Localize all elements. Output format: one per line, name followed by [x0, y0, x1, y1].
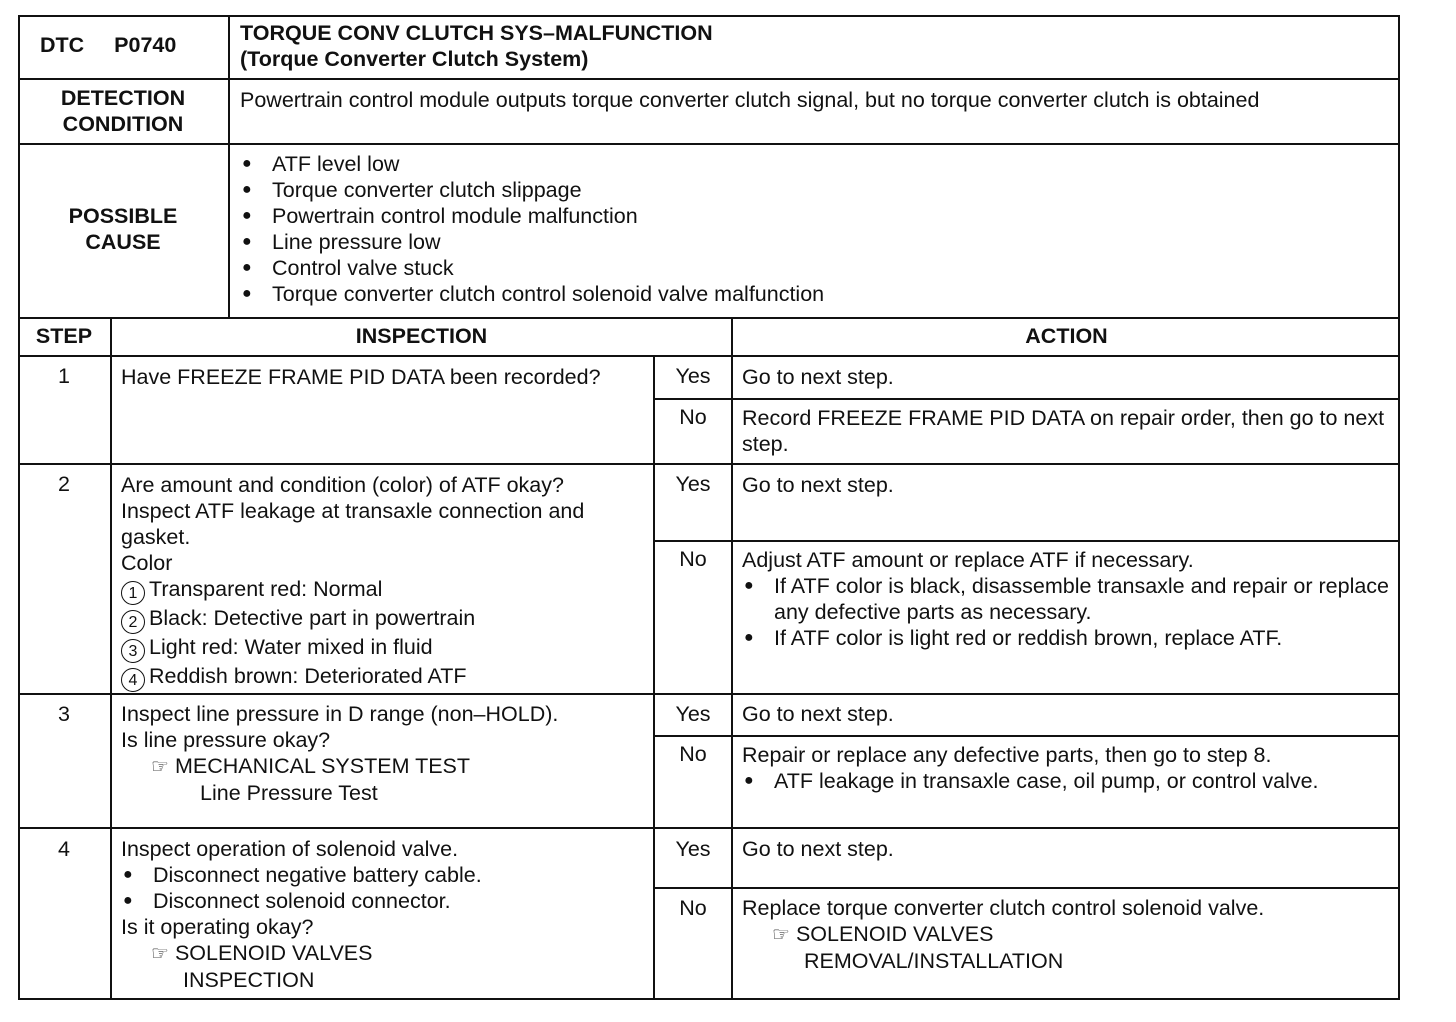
no-label: No: [679, 547, 707, 571]
yes-label: Yes: [675, 837, 711, 861]
step-2-yes-action: Go to next step.: [742, 473, 894, 497]
list-item: ● Torque converter clutch slippage: [240, 177, 1380, 203]
dtc-label: DTC: [40, 33, 85, 57]
list-item: ● Control valve stuck: [240, 255, 1380, 281]
color-item: 1 Transparent red: Normal: [121, 576, 641, 605]
dtc-title: [240, 20, 1390, 72]
pointing-hand-icon: ☞: [772, 924, 790, 946]
list-item: ● Powertrain control module malfunction: [240, 203, 1380, 229]
color-item: 3 Light red: Water mixed in fluid: [121, 634, 641, 663]
list-item: ● ATF leakage in transaxle case, oil pump, or control valve.: [742, 768, 1392, 794]
column-header-action: ACTION: [1025, 324, 1108, 348]
reference-link[interactable]: ☞ SOLENOID VALVES: [772, 922, 994, 946]
step-1-no-action: Record FREEZE FRAME PID DATA on repair order, then go to next step.: [742, 406, 1385, 456]
step-2-no-action: Adjust ATF amount or replace ATF if necessary. ● If ATF color is black, disassemble transaxle and repair or replace any defective parts as necessary. ● If ATF color is light red or reddish brown, replace ATF.: [742, 547, 1392, 651]
list-item: ● ATF level low: [240, 151, 1380, 177]
pointing-hand-icon: ☞: [151, 943, 169, 965]
no-label: No: [679, 405, 707, 429]
possible-cause-list: [240, 151, 1380, 307]
yes-label: Yes: [675, 702, 711, 726]
reference-subtitle: REMOVAL/INSTALLATION: [804, 949, 1064, 973]
column-header-step: STEP: [35, 324, 93, 348]
reference-link[interactable]: ☞ MECHANICAL SYSTEM TEST: [151, 754, 471, 778]
step-3-yes-action: Go to next step.: [742, 702, 894, 726]
step-3-inspection: Inspect line pressure in D range (non–HOLD). Is line pressure okay? ☞ MECHANICAL SYSTEM TEST Line Pressure Test: [121, 701, 651, 806]
step-number: 3: [58, 702, 70, 726]
no-label: No: [679, 896, 707, 920]
step-1-inspection: Have FREEZE FRAME PID DATA been recorded?: [121, 365, 601, 389]
pointing-hand-icon: ☞: [151, 756, 169, 778]
title-line-2: (Torque Converter Clutch System): [240, 47, 589, 71]
list-item: ● Disconnect negative battery cable.: [121, 862, 651, 888]
step-4-no-action: Replace torque converter clutch control solenoid valve. ☞ SOLENOID VALVES REMOVAL/INSTALLATION: [742, 895, 1392, 974]
dtc-code: P0740: [114, 33, 177, 57]
column-header-inspection: INSPECTION: [355, 324, 488, 348]
step-number: 2: [58, 472, 70, 496]
detection-text: Powertrain control module outputs torque converter clutch signal, but no torque converter clutch is obtained: [240, 88, 1260, 112]
list-item: ● If ATF color is black, disassemble transaxle and repair or replace any defective parts as necessary.: [742, 573, 1392, 625]
reference-link[interactable]: ☞ SOLENOID VALVES: [151, 941, 373, 965]
dtc-label-cell: [40, 32, 220, 58]
possible-cause-label: POSSIBLE CAUSE: [68, 204, 178, 254]
no-label: No: [679, 742, 707, 766]
step-1-yes-action: Go to next step.: [742, 365, 894, 389]
list-item: ● If ATF color is light red or reddish brown, replace ATF.: [742, 625, 1392, 651]
step-number: 4: [58, 837, 70, 861]
detection-label: DETECTION CONDITION: [60, 86, 186, 136]
list-item: ● Line pressure low: [240, 229, 1380, 255]
step-4-inspection: Inspect operation of solenoid valve. ● Disconnect negative battery cable. ● Disconnect solenoid connector. Is it operating okay? ☞ SOLENOID VALVES INSPECTION: [121, 836, 651, 993]
dtc-sheet: [18, 15, 1400, 1000]
reference-subtitle: Line Pressure Test: [200, 781, 378, 805]
yes-label: Yes: [675, 364, 711, 388]
step-3-no-action: Repair or replace any defective parts, then go to step 8. ● ATF leakage in transaxle case, oil pump, or control valve.: [742, 742, 1392, 794]
color-item: 4 Reddish brown: Deteriorated ATF: [121, 663, 641, 692]
reference-subtitle: INSPECTION: [183, 968, 315, 992]
color-item: 2 Black: Detective part in powertrain: [121, 605, 641, 634]
yes-label: Yes: [675, 472, 711, 496]
list-item: ● Disconnect solenoid connector.: [121, 888, 651, 914]
step-4-yes-action: Go to next step.: [742, 837, 894, 861]
title-line-1: TORQUE CONV CLUTCH SYS–MALFUNCTION: [240, 21, 713, 45]
list-item: ● Torque converter clutch control solenoid valve malfunction: [240, 281, 1380, 307]
step-2-inspection: Are amount and condition (color) of ATF okay? Inspect ATF leakage at transaxle connection and gasket. Color 1 Transparent red: Normal 2 Black: Detective part in powertrain 3 Light red: Water mixed in fluid 4 Reddish brown: Deteriorated ATF: [121, 472, 641, 692]
step-number: 1: [58, 364, 70, 388]
